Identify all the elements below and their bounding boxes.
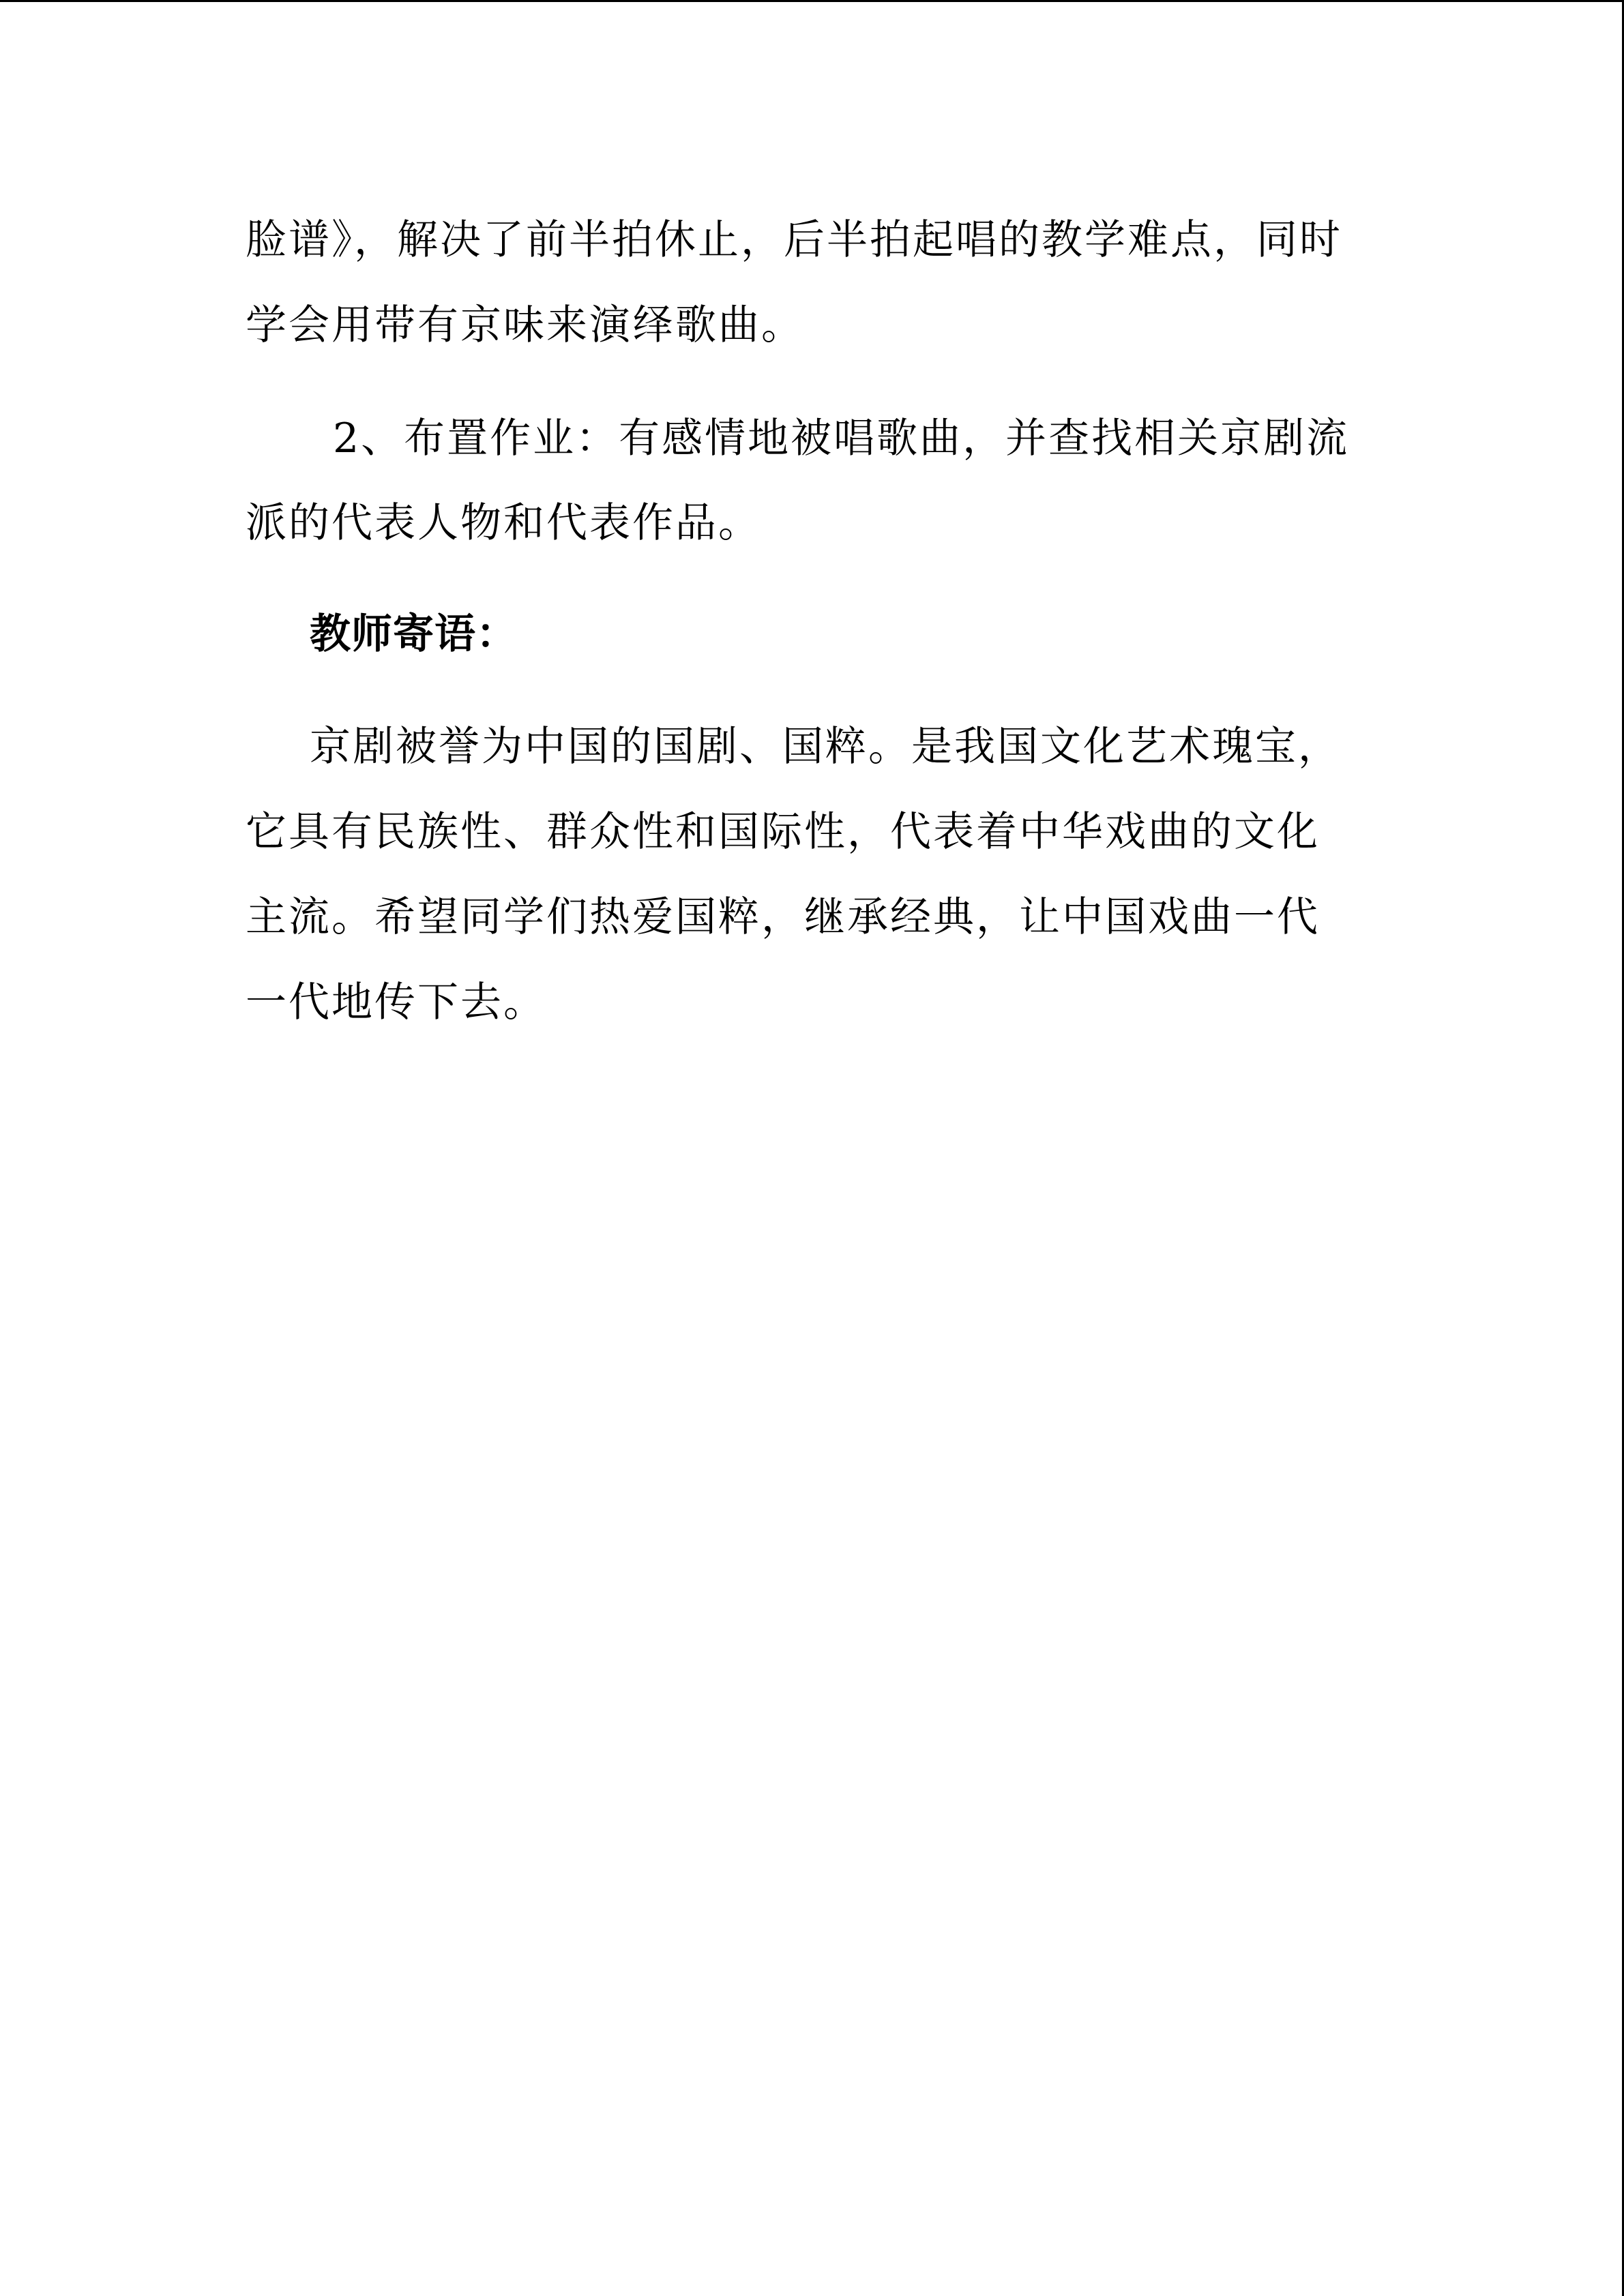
page-border-top [0,0,1624,2]
paragraph-2-line-2: 派的代表人物和代表作品。 [246,499,761,547]
paragraph-3-line-1: 京剧被誉为中国的国剧、国粹。是我国文化艺术瑰宝， [310,723,1341,771]
section-heading: 教师寄语： [310,610,518,658]
paragraph-2-line-1: 2、布置作业：有感情地被唱歌曲，并查找相关京剧流 [333,415,1350,462]
paragraph-1-line-1: 脸谱》，解决了前半拍休止，后半拍起唱的教学难点，同时 [246,216,1342,264]
paragraph-1-line-2: 学会用带有京味来演绎歌曲。 [246,301,804,349]
paragraph-3-line-3: 主流。希望同学们热爱国粹，继承经典，让中国戏曲一代 [246,893,1320,941]
paragraph-3-line-4: 一代地传下去。 [246,979,546,1026]
paragraph-3-line-2: 它具有民族性、群众性和国际性，代表着中华戏曲的文化 [246,808,1320,856]
